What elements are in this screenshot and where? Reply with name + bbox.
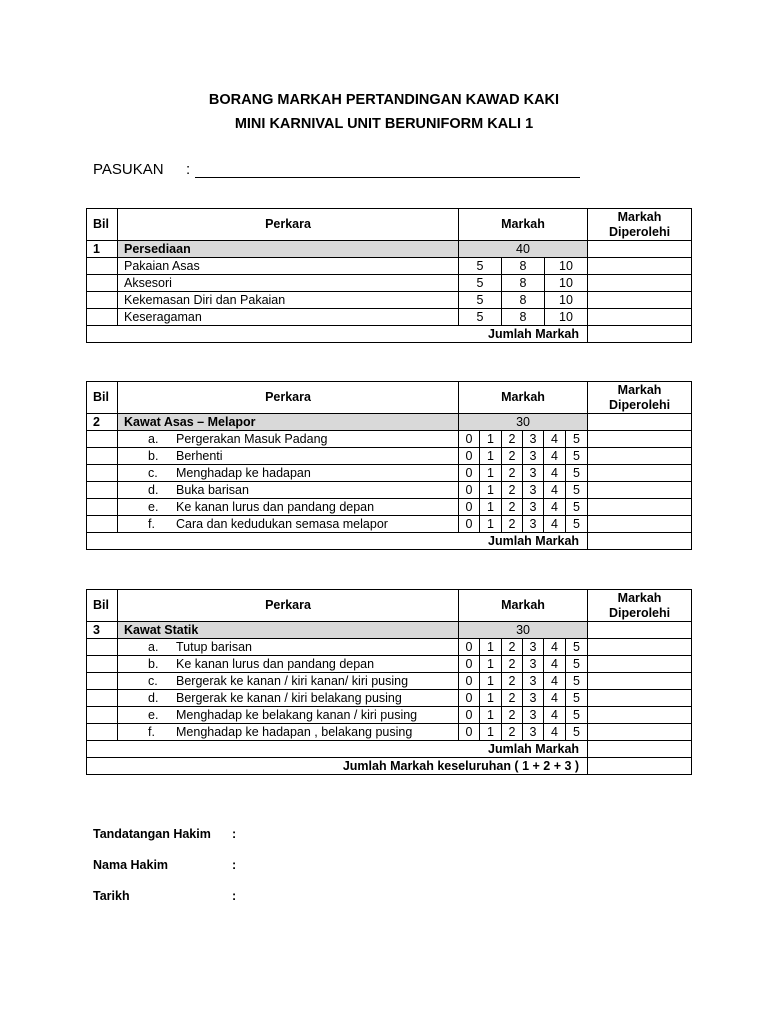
score-option[interactable]: 2 bbox=[502, 516, 523, 533]
jumlah-keseluruhan-label: Jumlah Markah keseluruhan ( 1 + 2 + 3 ) bbox=[87, 758, 588, 775]
markah-header: Markah bbox=[459, 382, 588, 414]
score-cell[interactable] bbox=[588, 639, 692, 656]
colon: : bbox=[232, 889, 237, 903]
table-row bbox=[87, 482, 692, 499]
table-row bbox=[87, 707, 692, 724]
score-option[interactable]: 1 bbox=[480, 482, 502, 499]
score-option[interactable]: 1 bbox=[480, 431, 502, 448]
nama-hakim-label: Nama Hakim bbox=[93, 858, 169, 872]
score-option[interactable]: 2 bbox=[502, 639, 523, 656]
section-bil: 3 bbox=[87, 622, 118, 639]
markah-header: Markah bbox=[459, 590, 588, 622]
jumlah-keseluruhan-cell[interactable] bbox=[588, 758, 692, 775]
score-option[interactable]: 1 bbox=[480, 448, 502, 465]
score-option[interactable]: 5 bbox=[566, 690, 588, 707]
tarikh-label: Tarikh bbox=[93, 889, 130, 903]
item-letter: b. bbox=[148, 449, 159, 463]
section-total-marks: 30 bbox=[459, 414, 588, 431]
score-option[interactable]: 5 bbox=[566, 707, 588, 724]
score-option[interactable]: 5 bbox=[566, 465, 588, 482]
score-option[interactable]: 0 bbox=[459, 690, 480, 707]
score-option[interactable]: 5 bbox=[566, 516, 588, 533]
item-text: Cara dan kedudukan semasa melapor bbox=[176, 517, 388, 531]
bil-header: Bil bbox=[87, 590, 118, 622]
tarikh-field[interactable] bbox=[93, 889, 237, 903]
score-cell[interactable] bbox=[588, 707, 692, 724]
score-option[interactable]: 5 bbox=[459, 275, 502, 292]
item-text: Buka barisan bbox=[176, 483, 249, 497]
score-option[interactable]: 4 bbox=[544, 465, 566, 482]
score-option[interactable]: 0 bbox=[459, 707, 480, 724]
score-cell[interactable] bbox=[588, 622, 692, 639]
score-option[interactable]: 0 bbox=[459, 482, 480, 499]
item-label bbox=[118, 639, 459, 656]
jumlah-label: Jumlah Markah bbox=[87, 533, 588, 550]
score-option[interactable]: 4 bbox=[544, 499, 566, 516]
jumlah-row bbox=[87, 326, 692, 343]
table-row bbox=[87, 499, 692, 516]
score-option[interactable]: 4 bbox=[544, 707, 566, 724]
item-letter: c. bbox=[148, 466, 158, 480]
bil-header: Bil bbox=[87, 209, 118, 241]
section-title-row bbox=[87, 414, 692, 431]
score-option[interactable]: 2 bbox=[502, 690, 523, 707]
score-option[interactable]: 5 bbox=[566, 499, 588, 516]
score-option[interactable]: 2 bbox=[502, 448, 523, 465]
pasukan-input-line[interactable] bbox=[195, 177, 580, 178]
item-label: Keseragaman bbox=[118, 309, 459, 326]
score-cell[interactable] bbox=[588, 414, 692, 431]
score-option[interactable]: 4 bbox=[544, 656, 566, 673]
pasukan-label: PASUKAN bbox=[93, 161, 164, 178]
score-option[interactable]: 0 bbox=[459, 639, 480, 656]
item-text: Pergerakan Masuk Padang bbox=[176, 432, 328, 446]
score-option[interactable]: 0 bbox=[459, 465, 480, 482]
score-option[interactable]: 5 bbox=[459, 292, 502, 309]
score-option[interactable]: 10 bbox=[545, 258, 588, 275]
score-option[interactable]: 3 bbox=[523, 673, 544, 690]
form-title: BORANG MARKAH PERTANDINGAN KAWAD KAKI bbox=[208, 92, 560, 108]
table-row bbox=[87, 639, 692, 656]
score-option[interactable]: 3 bbox=[523, 431, 544, 448]
score-option[interactable]: 2 bbox=[502, 431, 523, 448]
score-option[interactable]: 3 bbox=[523, 448, 544, 465]
section-2-table bbox=[86, 381, 692, 550]
score-option[interactable]: 2 bbox=[502, 707, 523, 724]
score-option[interactable]: 2 bbox=[502, 482, 523, 499]
score-option[interactable]: 8 bbox=[502, 309, 545, 326]
markah-diperolehi-header: Markah Diperolehi bbox=[588, 209, 692, 241]
score-cell[interactable] bbox=[588, 673, 692, 690]
score-option[interactable]: 2 bbox=[502, 499, 523, 516]
score-cell[interactable] bbox=[588, 656, 692, 673]
markah-diperolehi-header: Markah Diperolehi bbox=[588, 382, 692, 414]
score-option[interactable]: 8 bbox=[502, 292, 545, 309]
score-cell[interactable] bbox=[588, 448, 692, 465]
item-label: Aksesori bbox=[118, 275, 459, 292]
colon: : bbox=[232, 858, 237, 872]
score-option[interactable]: 3 bbox=[523, 656, 544, 673]
score-option[interactable]: 0 bbox=[459, 673, 480, 690]
table-row bbox=[87, 275, 692, 292]
perkara-header: Perkara bbox=[118, 382, 459, 414]
item-label bbox=[118, 724, 459, 741]
section-total-marks: 40 bbox=[459, 241, 588, 258]
item-text: Ke kanan lurus dan pandang depan bbox=[176, 657, 375, 671]
score-option[interactable]: 1 bbox=[480, 516, 502, 533]
score-cell[interactable] bbox=[588, 465, 692, 482]
score-option[interactable]: 1 bbox=[480, 656, 502, 673]
item-label bbox=[118, 656, 459, 673]
table-header bbox=[87, 382, 692, 414]
item-letter: f. bbox=[148, 725, 155, 739]
score-option[interactable]: 5 bbox=[566, 724, 588, 741]
score-option[interactable]: 3 bbox=[523, 707, 544, 724]
table-row bbox=[87, 673, 692, 690]
score-option[interactable]: 5 bbox=[566, 448, 588, 465]
score-option[interactable]: 10 bbox=[545, 292, 588, 309]
perkara-header: Perkara bbox=[118, 209, 459, 241]
item-letter: b. bbox=[148, 657, 159, 671]
item-label bbox=[118, 465, 459, 482]
score-cell[interactable] bbox=[588, 292, 692, 309]
item-label bbox=[118, 516, 459, 533]
section-3-table bbox=[86, 589, 692, 775]
table-header bbox=[87, 209, 692, 241]
score-option[interactable]: 10 bbox=[545, 309, 588, 326]
item-letter: f. bbox=[148, 517, 155, 531]
pasukan-field[interactable] bbox=[93, 161, 191, 178]
section-bil: 1 bbox=[87, 241, 118, 258]
score-option[interactable]: 1 bbox=[480, 499, 502, 516]
score-option[interactable]: 1 bbox=[480, 707, 502, 724]
score-option[interactable]: 0 bbox=[459, 499, 480, 516]
item-text: Bergerak ke kanan / kiri belakang pusing bbox=[176, 691, 402, 705]
table-row bbox=[87, 448, 692, 465]
section-total-marks: 30 bbox=[459, 622, 588, 639]
table-row bbox=[87, 656, 692, 673]
score-option[interactable]: 10 bbox=[545, 275, 588, 292]
score-cell[interactable] bbox=[588, 275, 692, 292]
item-label bbox=[118, 499, 459, 516]
score-option[interactable]: 0 bbox=[459, 724, 480, 741]
score-option[interactable]: 4 bbox=[544, 431, 566, 448]
section-title: Persediaan bbox=[118, 241, 459, 258]
score-option[interactable]: 0 bbox=[459, 431, 480, 448]
score-option[interactable]: 4 bbox=[544, 516, 566, 533]
table-row bbox=[87, 292, 692, 309]
item-text: Ke kanan lurus dan pandang depan bbox=[176, 500, 375, 514]
score-cell[interactable] bbox=[588, 516, 692, 533]
score-option[interactable]: 3 bbox=[523, 482, 544, 499]
item-label: Pakaian Asas bbox=[118, 258, 459, 275]
section-1-table bbox=[86, 208, 692, 343]
jumlah-cell[interactable] bbox=[588, 326, 692, 343]
item-text: Tutup barisan bbox=[176, 640, 252, 654]
jumlah-cell[interactable] bbox=[588, 741, 692, 758]
item-label: Kekemasan Diri dan Pakaian bbox=[118, 292, 459, 309]
score-option[interactable]: 0 bbox=[459, 656, 480, 673]
nama-hakim-field[interactable] bbox=[93, 858, 237, 872]
score-option[interactable]: 2 bbox=[502, 724, 523, 741]
markah-diperolehi-header: Markah Diperolehi bbox=[588, 590, 692, 622]
item-letter: d. bbox=[148, 691, 159, 705]
markah-header: Markah bbox=[459, 209, 588, 241]
section-title-row bbox=[87, 241, 692, 258]
score-cell[interactable] bbox=[588, 499, 692, 516]
item-label bbox=[118, 707, 459, 724]
colon: : bbox=[232, 827, 237, 841]
table-row bbox=[87, 258, 692, 275]
item-text: Berhenti bbox=[176, 449, 223, 463]
table-row bbox=[87, 465, 692, 482]
table-row bbox=[87, 690, 692, 707]
score-cell[interactable] bbox=[588, 690, 692, 707]
score-option[interactable]: 1 bbox=[480, 673, 502, 690]
score-option[interactable]: 8 bbox=[502, 275, 545, 292]
score-option[interactable]: 1 bbox=[480, 465, 502, 482]
item-text: Menghadap ke hadapan bbox=[176, 466, 311, 480]
score-option[interactable]: 4 bbox=[544, 448, 566, 465]
jumlah-cell[interactable] bbox=[588, 533, 692, 550]
score-cell[interactable] bbox=[588, 241, 692, 258]
score-cell[interactable] bbox=[588, 482, 692, 499]
item-letter: e. bbox=[148, 500, 159, 514]
item-letter: a. bbox=[148, 640, 159, 654]
score-option[interactable]: 5 bbox=[566, 431, 588, 448]
score-option[interactable]: 1 bbox=[480, 690, 502, 707]
item-text: Menghadap ke belakang kanan / kiri pusing bbox=[176, 708, 418, 722]
table-row bbox=[87, 431, 692, 448]
score-option[interactable]: 5 bbox=[566, 639, 588, 656]
item-label bbox=[118, 673, 459, 690]
score-option[interactable]: 5 bbox=[566, 656, 588, 673]
score-option[interactable]: 5 bbox=[566, 482, 588, 499]
pasukan-colon: : bbox=[186, 161, 191, 178]
score-cell[interactable] bbox=[588, 724, 692, 741]
jumlah-label: Jumlah Markah bbox=[87, 741, 588, 758]
score-option[interactable]: 5 bbox=[566, 673, 588, 690]
score-option[interactable]: 0 bbox=[459, 448, 480, 465]
score-option[interactable]: 3 bbox=[523, 724, 544, 741]
score-option[interactable]: 3 bbox=[523, 639, 544, 656]
jumlah-label: Jumlah Markah bbox=[87, 326, 588, 343]
section-bil: 2 bbox=[87, 414, 118, 431]
item-letter: e. bbox=[148, 708, 159, 722]
tandatangan-hakim-field[interactable] bbox=[93, 827, 237, 841]
score-option[interactable]: 4 bbox=[544, 690, 566, 707]
table-row bbox=[87, 309, 692, 326]
jumlah-row bbox=[87, 533, 692, 550]
score-option[interactable]: 4 bbox=[544, 724, 566, 741]
item-label bbox=[118, 431, 459, 448]
section-title: Kawat Asas – Melapor bbox=[118, 414, 459, 431]
score-option[interactable]: 5 bbox=[459, 258, 502, 275]
item-letter: d. bbox=[148, 483, 159, 497]
score-option[interactable]: 5 bbox=[459, 309, 502, 326]
item-label bbox=[118, 482, 459, 499]
table-header bbox=[87, 590, 692, 622]
section-title-row bbox=[87, 622, 692, 639]
item-label bbox=[118, 690, 459, 707]
score-cell[interactable] bbox=[588, 258, 692, 275]
score-option[interactable]: 3 bbox=[523, 516, 544, 533]
item-text: Menghadap ke hadapan , belakang pusing bbox=[176, 725, 413, 739]
form-subtitle: MINI KARNIVAL UNIT BERUNIFORM KALI 1 bbox=[234, 116, 534, 132]
score-option[interactable]: 1 bbox=[480, 639, 502, 656]
score-option[interactable]: 3 bbox=[523, 690, 544, 707]
jumlah-row bbox=[87, 741, 692, 758]
score-option[interactable]: 0 bbox=[459, 516, 480, 533]
score-option[interactable]: 1 bbox=[480, 724, 502, 741]
item-letter: c. bbox=[148, 674, 158, 688]
score-option[interactable]: 4 bbox=[544, 482, 566, 499]
table-row bbox=[87, 516, 692, 533]
section-title: Kawat Statik bbox=[118, 622, 459, 639]
bil-header: Bil bbox=[87, 382, 118, 414]
item-label bbox=[118, 448, 459, 465]
score-option[interactable]: 3 bbox=[523, 499, 544, 516]
score-cell[interactable] bbox=[588, 309, 692, 326]
item-text: Bergerak ke kanan / kiri kanan/ kiri pusing bbox=[176, 674, 409, 688]
score-cell[interactable] bbox=[588, 431, 692, 448]
score-option[interactable]: 4 bbox=[544, 639, 566, 656]
score-option[interactable]: 2 bbox=[502, 656, 523, 673]
score-option[interactable]: 8 bbox=[502, 258, 545, 275]
table-row bbox=[87, 724, 692, 741]
score-option[interactable]: 4 bbox=[544, 673, 566, 690]
jumlah-keseluruhan-row bbox=[87, 758, 692, 775]
item-letter: a. bbox=[148, 432, 159, 446]
perkara-header: Perkara bbox=[118, 590, 459, 622]
score-option[interactable]: 3 bbox=[523, 465, 544, 482]
tandatangan-hakim-label: Tandatangan Hakim bbox=[93, 827, 211, 841]
score-option[interactable]: 2 bbox=[502, 673, 523, 690]
score-option[interactable]: 2 bbox=[502, 465, 523, 482]
